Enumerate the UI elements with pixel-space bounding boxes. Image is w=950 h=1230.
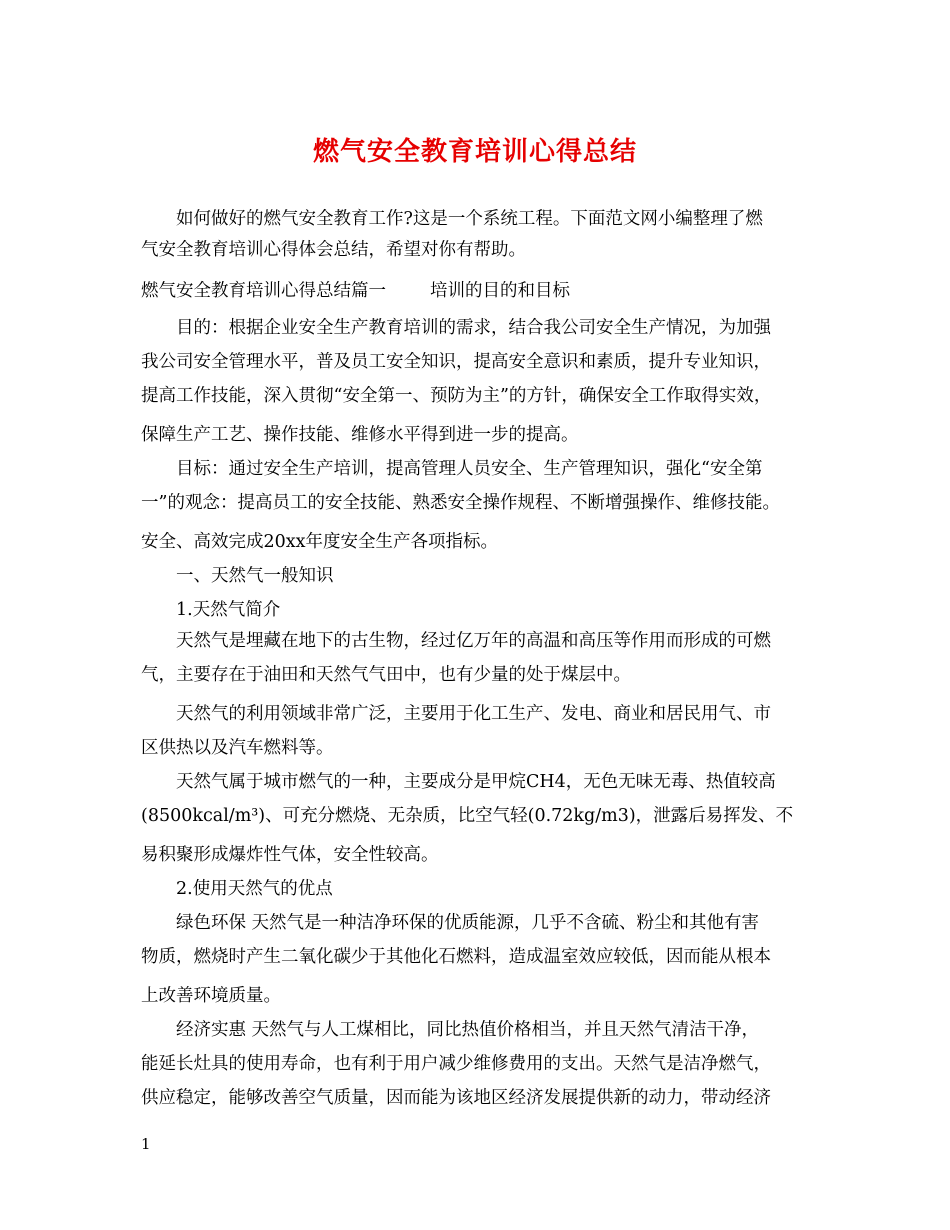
paragraph-line: 经济实惠 天然气与人工煤相比，同比热值价格相当，并且天然气清洁干净， [176, 1020, 760, 1040]
paragraph-line: 易积聚形成爆炸性气体，安全性较高。 [141, 845, 439, 865]
paragraph-line: 天然气属于城市燃气的一种，主要成分是甲烷CH4，无色无味无毒、热值较高 [176, 772, 776, 792]
section-heading-line [141, 280, 570, 302]
paragraph-line: 绿色环保 天然气是一种洁净环保的优质能源，几乎不含硫、粉尘和其他有害 [176, 913, 760, 933]
paragraph-line: 目标：通过安全生产培训，提高管理人员安全、生产管理知识，强化“安全第 [176, 459, 763, 479]
paragraph-line: (8500kcal/m³)、可充分燃烧、无杂质，比空气轻(0.72kg/m3)，泄露后易挥发、不 [141, 806, 794, 826]
paragraph-line: 天然气是埋藏在地下的古生物，经过亿万年的高温和高压等作用而形成的可燃 [176, 631, 771, 651]
paragraph-line: 供应稳定，能够改善空气质量，因而能为该地区经济发展提供新的动力，带动经济 [141, 1088, 771, 1108]
paragraph-line: 能延长灶具的使用寿命，也有利于用户减少维修费用的支出。天然气是洁净燃气， [141, 1054, 771, 1074]
page-number: 1 [141, 1135, 151, 1153]
heading-line: 一、天然气一般知识 [176, 566, 334, 586]
paragraph-line: 如何做好的燃气安全教育工作?这是一个系统工程。下面范文网小编整理了燃 [176, 209, 763, 229]
section-subheading: 培训的目的和目标 [430, 281, 570, 301]
paragraph-line: 保障生产工艺、操作技能、维修水平得到进一步的提高。 [141, 425, 579, 445]
paragraph-line: 我公司安全管理水平，普及员工安全知识，提高安全意识和素质，提升专业知识， [141, 352, 771, 372]
heading-line: 1.天然气简介 [176, 600, 281, 620]
paragraph-line: 一”的观念：提高员工的安全技能、熟悉安全操作规程、不断增强操作、维修技能。 [141, 493, 780, 513]
paragraph-line: 提高工作技能，深入贯彻“安全第一、预防为主”的方针，确保安全工作取得实效， [141, 386, 772, 406]
paragraph-line: 气安全教育培训心得体会总结，希望对你有帮助。 [141, 240, 526, 260]
paragraph-line: 区供热以及汽车燃料等。 [141, 738, 334, 758]
section-heading: 燃气安全教育培训心得总结篇一 [141, 281, 386, 301]
paragraph-line: 目的：根据企业安全生产教育培训的需求，结合我公司安全生产情况，为加强 [176, 318, 771, 338]
paragraph-line: 物质，燃烧时产生二氧化碳少于其他化石燃料，造成温室效应较低，因而能从根本 [141, 947, 771, 967]
paragraph-line: 安全、高效完成20xx年度安全生产各项指标。 [141, 532, 499, 552]
paragraph-line: 天然气的利用领域非常广泛，主要用于化工生产、发电、商业和居民用气、市 [176, 704, 771, 724]
paragraph-line: 气，主要存在于油田和天然气气田中，也有少量的处于煤层中。 [141, 665, 631, 685]
document-title: 燃气安全教育培训心得总结 [312, 137, 637, 167]
paragraph-line: 上改善环境质量。 [141, 986, 281, 1006]
heading-line: 2.使用天然气的优点 [176, 879, 333, 899]
